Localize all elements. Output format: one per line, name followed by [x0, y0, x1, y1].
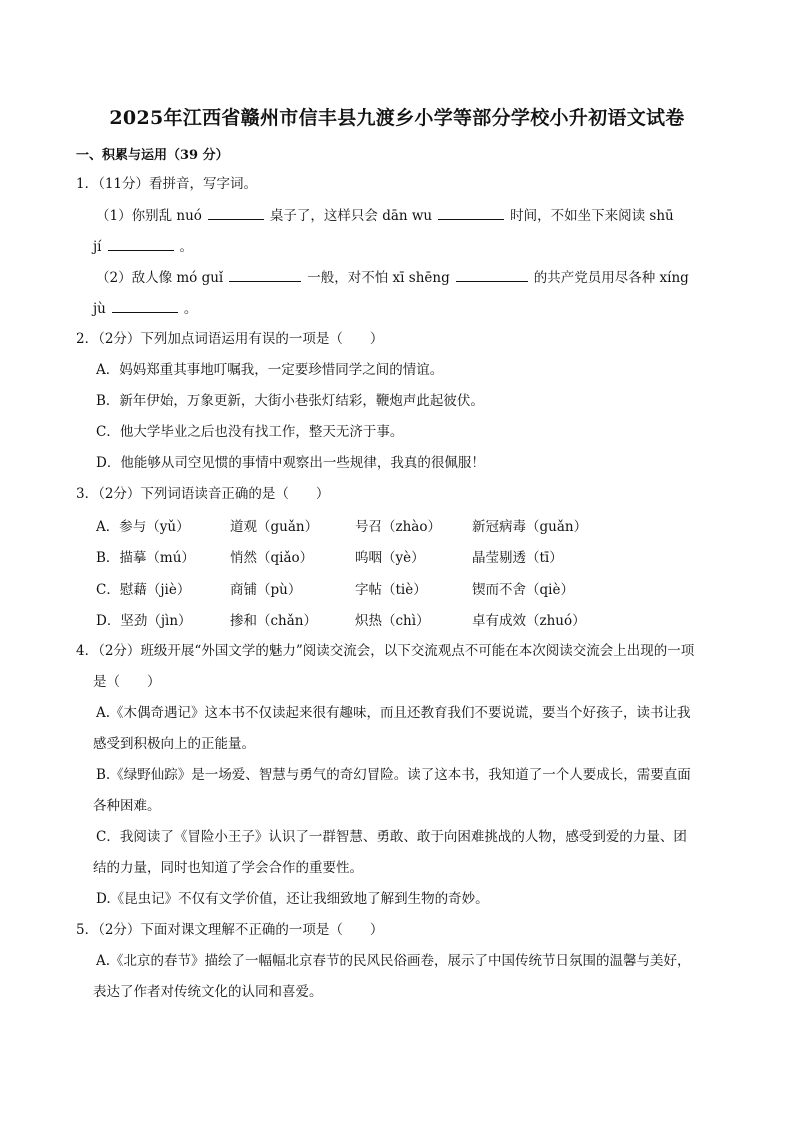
- question-3-cell: 炽热（chì）: [355, 613, 430, 629]
- question-3-cell: 呜咽（yè）: [355, 550, 425, 566]
- question-3-cell: 新冠病毒（guǎn）: [472, 519, 588, 535]
- question-5-option-a: A.《北京的春节》描绘了一幅幅北京春节的民风民俗画卷，展示了中国传统节日氛围的温馨与美好，: [96, 953, 691, 969]
- q1-text: （1）你别乱 nuó: [96, 208, 202, 224]
- question-1-line-3: [96, 267, 689, 288]
- answer-blank[interactable]: [208, 205, 264, 220]
- question-4-stem: 4．（2分）班级开展“外国文学的魅力”阅读交流会，以下交流观点不可能在本次阅读交流会上出现的一项: [76, 643, 695, 659]
- question-4-option-c: C．我阅读了《冒险小王子》认识了一群智慧、勇敢、敢于向困难挑战的人物，感受到爱的力量、团: [96, 829, 687, 845]
- question-3-cell: B．描摹（mú）: [96, 550, 195, 566]
- q1-text: （2）敌人像 mó guǐ: [96, 270, 224, 286]
- question-3-cell: D．坚劲（jìn）: [96, 613, 192, 629]
- question-4-stem-cont: 是（ ）: [93, 674, 161, 690]
- answer-blank[interactable]: [438, 205, 504, 220]
- q1-text: 一般，对不怕 xī shēng: [307, 270, 450, 286]
- question-3-cell: 字帖（tiè）: [355, 582, 427, 598]
- question-3-cell: 商铺（pù）: [230, 582, 302, 598]
- question-1-stem: 1．（11分）看拼音，写字词。: [76, 176, 258, 192]
- question-5-option-a-cont: 表达了作者对传统文化的认同和喜爱。: [93, 984, 323, 1000]
- question-2-option-c: C．他大学毕业之后也没有找工作，整天无济于事。: [96, 424, 404, 440]
- question-2-option-a: A．妈妈郑重其事地叮嘱我，一定要珍惜同学之间的情谊。: [96, 362, 444, 378]
- question-3-stem: 3．（2分）下列词语读音正确的是（ ）: [76, 486, 330, 502]
- question-2-option-b: B．新年伊始，万象更新，大街小巷张灯结彩，鞭炮声此起彼伏。: [96, 393, 484, 409]
- q1-text: jí: [93, 239, 102, 255]
- question-2-stem: 2．（2分）下列加点词语运用有误的一项是（ ）: [76, 331, 384, 347]
- q1-text: 桌子了，这样只会 dān wu: [269, 208, 433, 224]
- question-3-cell: 悄然（qiǎo）: [230, 550, 314, 566]
- question-3-cell: 锲而不舍（qiè）: [472, 582, 574, 598]
- question-1-line-1: [96, 205, 674, 226]
- answer-blank[interactable]: [229, 267, 301, 282]
- q1-text: 。: [179, 239, 194, 255]
- answer-blank[interactable]: [456, 267, 528, 282]
- question-3-cell: 晶莹剔透（tī）: [472, 550, 563, 566]
- q1-text: 时间，不如坐下来阅读 shū: [510, 208, 674, 224]
- question-3-cell: 号召（zhào）: [355, 519, 441, 535]
- page-title: 2025年江西省赣州市信丰县九渡乡小学等部分学校小升初语文试卷: [109, 107, 685, 129]
- question-2-option-d: D．他能够从司空见惯的事情中观察出一些规律，我真的很佩服！: [96, 455, 485, 471]
- question-4-option-a: A.《木偶奇遇记》这本书不仅读起来很有趣味，而且还教育我们不要说谎，要当个好孩子，读书让我: [96, 705, 691, 721]
- question-3-cell: 掺和（chǎn）: [230, 613, 317, 629]
- question-5-stem: 5．（2分）下面对课文理解不正确的一项是（ ）: [76, 922, 384, 938]
- question-3-cell: A．参与（yǔ）: [96, 519, 190, 535]
- question-4-option-b-cont: 各种困难。: [93, 798, 161, 814]
- section-heading: 一、积累与运用（39 分）: [76, 148, 229, 163]
- question-3-cell: 道观（guǎn）: [230, 519, 319, 535]
- question-4-option-c-cont: 结的力量，同时也知道了学会合作的重要性。: [93, 860, 363, 876]
- question-3-cell: C．慰藉（jiè）: [96, 582, 191, 598]
- q1-text: 。: [183, 301, 198, 317]
- answer-blank[interactable]: [112, 298, 178, 313]
- q1-text: jù: [93, 301, 106, 317]
- question-4-option-b: B.《绿野仙踪》是一场爱、智慧与勇气的奇幻冒险。读了这本书，我知道了一个人要成长，需要直面: [96, 767, 691, 783]
- question-4-option-a-cont: 感受到积极向上的正能量。: [93, 736, 255, 752]
- answer-blank[interactable]: [108, 236, 174, 251]
- q1-text: 的共产党员用尽各种 xíng: [533, 270, 689, 286]
- question-3-cell: 卓有成效（zhuó）: [472, 613, 586, 629]
- question-1-line-4: [93, 298, 197, 319]
- question-4-option-d: D.《昆虫记》不仅有文学价值，还让我细致地了解到生物的奇妙。: [96, 891, 489, 907]
- question-1-line-2: [93, 236, 193, 257]
